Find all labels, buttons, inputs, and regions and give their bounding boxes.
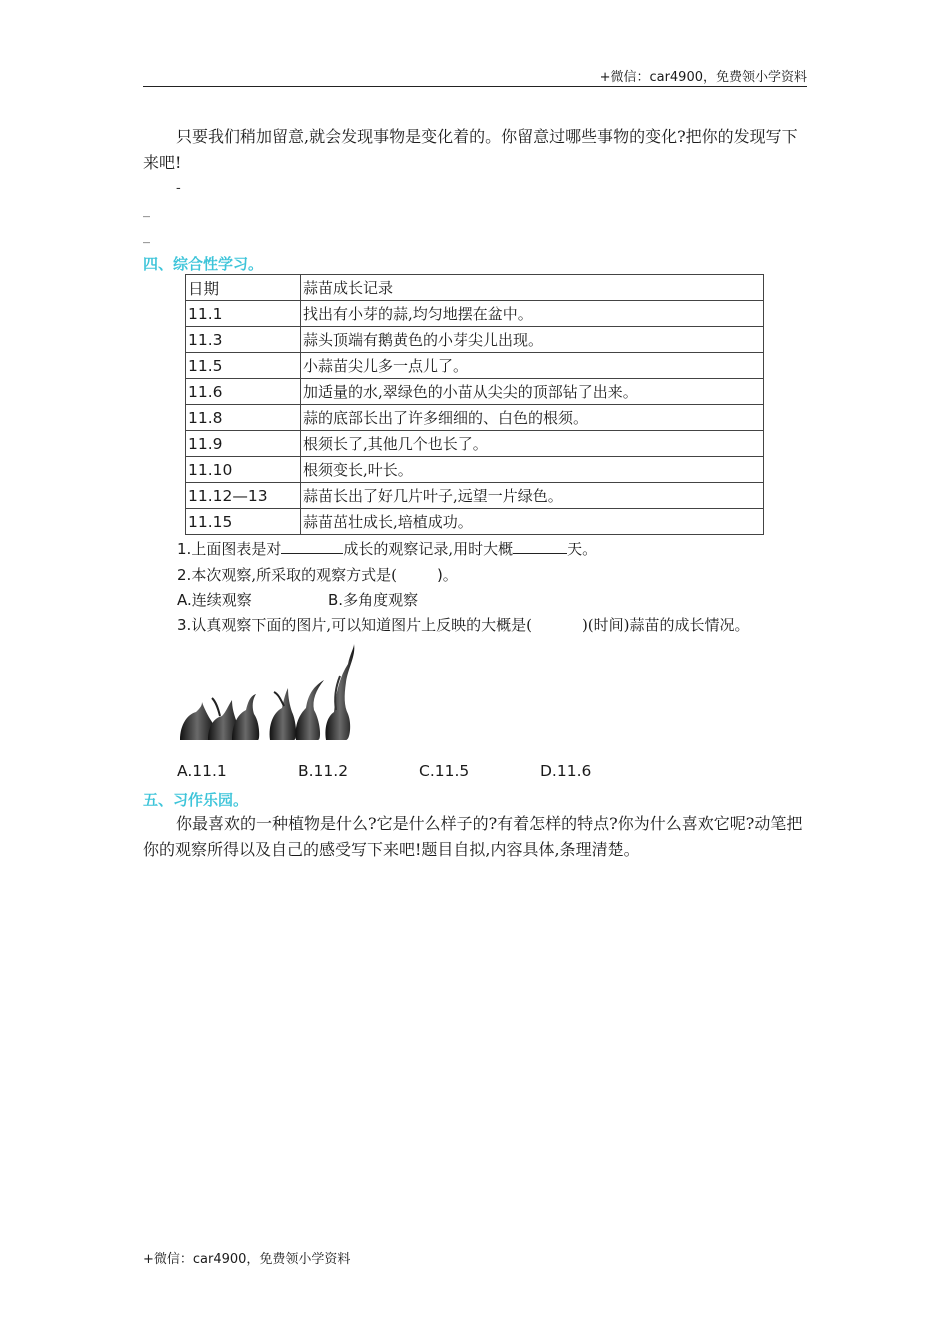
question-2 [177, 564, 458, 585]
row-date: 11.8 [186, 405, 301, 431]
header-date: 日期 [186, 275, 301, 301]
row-date: 11.5 [186, 353, 301, 379]
writing-line-1: - [176, 180, 181, 196]
row-record: 根须变长,叶长。 [301, 457, 764, 483]
table-row [186, 301, 764, 327]
q3-option-a: A.11.1 [177, 762, 227, 780]
garlic-bulb-5 [296, 680, 324, 740]
question-3-text-a: 认真观察下面的图片,可以知道图片上反映的大概是( [191, 616, 532, 634]
option-a-label: A. [177, 591, 192, 609]
table-header-row [186, 275, 764, 301]
row-record: 蒜苗长出了好几片叶子,远望一片绿色。 [301, 483, 764, 509]
question-1-blank-2[interactable] [513, 539, 567, 554]
table-row [186, 379, 764, 405]
table-row [186, 431, 764, 457]
intro-paragraph: 只要我们稍加留意,就会发现事物是变化着的。你留意过哪些事物的变化?把你的发现写下来吧! [143, 127, 798, 172]
growth-record-table [185, 274, 764, 535]
table-row [186, 353, 764, 379]
row-record: 加适量的水,翠绿色的小苗从尖尖的顶部钻了出来。 [301, 379, 764, 405]
row-record: 蒜苗茁壮成长,培植成功。 [301, 509, 764, 535]
question-1-text-b: 成长的观察记录,用时大概 [343, 540, 514, 558]
row-date: 11.12—13 [186, 483, 301, 509]
question-2-close: )。 [436, 566, 458, 584]
footer-watermark: +微信：car4900，免费领小学资料 [143, 1252, 351, 1267]
question-1-text-c: 天。 [567, 540, 598, 558]
table-row [186, 509, 764, 535]
table-row [186, 327, 764, 353]
writing-line-2: _ [143, 202, 150, 218]
table-row [186, 457, 764, 483]
option-b-text: 多角度观察 [343, 591, 419, 609]
row-record: 蒜头顶端有鹅黄色的小芽尖儿出现。 [301, 327, 764, 353]
question-3-text-b: )(时间)蒜苗的成长情况。 [581, 616, 750, 634]
writing-line-3: _ [143, 228, 150, 244]
table-row [186, 483, 764, 509]
row-date: 11.3 [186, 327, 301, 353]
table-row [186, 405, 764, 431]
question-1 [177, 538, 597, 559]
row-date: 11.15 [186, 509, 301, 535]
row-record: 找出有小芽的蒜,均匀地摆在盆中。 [301, 301, 764, 327]
question-2-text: 本次观察,所采取的观察方式是( [191, 566, 397, 584]
row-date: 11.10 [186, 457, 301, 483]
header-record: 蒜苗成长记录 [301, 275, 764, 301]
row-date: 11.1 [186, 301, 301, 327]
garlic-bulb-3 [232, 694, 259, 740]
question-1-text-a: 上面图表是对 [191, 540, 282, 558]
question-2-options [177, 589, 252, 610]
row-date: 11.6 [186, 379, 301, 405]
section-4-title: 四、综合性学习。 [143, 255, 264, 273]
row-record: 蒜的底部长出了许多细细的、白色的根须。 [301, 405, 764, 431]
row-record: 小蒜苗尖儿多一点儿了。 [301, 353, 764, 379]
section-5-title: 五、习作乐园。 [143, 791, 249, 809]
option-b-label: B. [328, 591, 344, 609]
q3-option-d: D.11.6 [540, 762, 592, 780]
row-date: 11.9 [186, 431, 301, 457]
question-2-option-b [328, 589, 418, 610]
garlic-bulb-6 [325, 644, 354, 740]
option-a-text: 连续观察 [191, 591, 252, 609]
question-1-blank-1[interactable] [281, 539, 343, 554]
header-watermark: +微信：car4900，免费领小学资料 [599, 70, 807, 85]
question-2-number: 2. [177, 566, 192, 584]
garlic-sprouts-image-icon [178, 642, 358, 742]
q3-option-c: C.11.5 [419, 762, 470, 780]
garlic-bulb-4 [270, 688, 297, 740]
q3-option-b: B.11.2 [298, 762, 349, 780]
question-1-number: 1. [177, 540, 192, 558]
question-3 [177, 614, 750, 635]
question-3-number: 3. [177, 616, 192, 634]
header-rule [143, 86, 807, 87]
section-5-paragraph: 你最喜欢的一种植物是什么?它是什么样子的?有着怎样的特点?你为什么喜欢它呢?动笔把你的观察所得以及自己的感受写下来吧!题目自拟,内容具体,条理清楚。 [143, 814, 803, 859]
row-record: 根须长了,其他几个也长了。 [301, 431, 764, 457]
